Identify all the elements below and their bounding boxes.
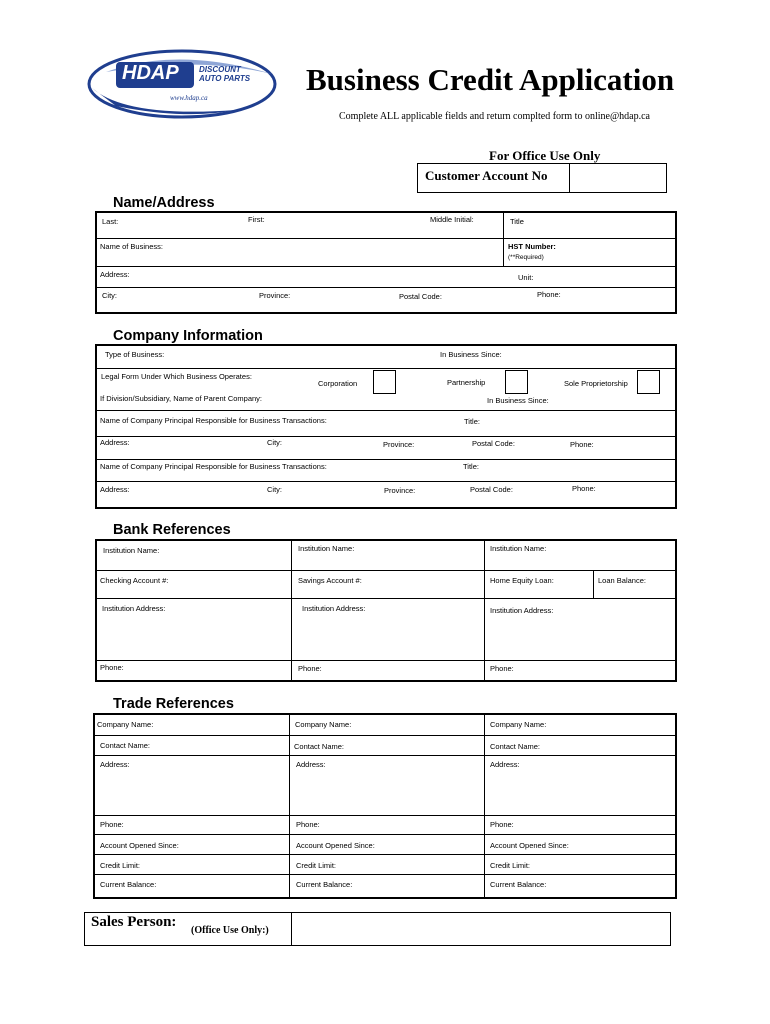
partnership-checkbox[interactable]	[505, 370, 528, 394]
company-address2-label: Address:	[100, 485, 130, 494]
business-name-field[interactable]	[97, 240, 501, 265]
trade-limit2-label: Credit Limit:	[296, 861, 337, 870]
trade-opened3-label: Account Opened Since:	[490, 841, 569, 850]
bank-inst1-label: Institution Name:	[103, 546, 160, 555]
company-province2-label: Province:	[384, 486, 416, 495]
legal-form-label: Legal Form Under Which Business Operates:	[101, 372, 252, 381]
company-phone2-label: Phone:	[572, 484, 596, 493]
company-logo	[86, 48, 278, 120]
company-city1-field[interactable]	[285, 437, 375, 458]
checking-account-label: Checking Account #:	[100, 576, 169, 585]
business-name-label: Name of Business:	[100, 242, 163, 251]
principal2-title-field[interactable]	[485, 460, 673, 480]
city-field[interactable]	[97, 288, 247, 312]
company-postal2-label: Postal Code:	[470, 485, 513, 494]
customer-account-input[interactable]	[571, 165, 665, 191]
logo-url: www.hdap.ca	[170, 94, 208, 102]
principal1-title-field[interactable]	[485, 412, 673, 434]
type-of-business-label: Type of Business:	[105, 350, 165, 359]
company-province1-label: Province:	[383, 440, 415, 449]
trade-address2-label: Address:	[296, 760, 326, 769]
company-postal1-label: Postal Code:	[472, 439, 515, 448]
corporation-checkbox[interactable]	[373, 370, 396, 394]
trade-address3-label: Address:	[490, 760, 520, 769]
sales-person-label: Sales Person:	[91, 914, 177, 930]
bank-addr2-label: Institution Address:	[302, 604, 366, 613]
phone-field[interactable]	[535, 288, 675, 312]
principal2-field[interactable]	[335, 460, 457, 480]
title-field[interactable]	[505, 213, 675, 237]
unit-label: Unit:	[518, 273, 534, 282]
company-city2-label: City:	[267, 485, 282, 494]
first-name-field[interactable]	[245, 213, 425, 237]
company-city1-label: City:	[267, 438, 282, 447]
trade-address1-field[interactable]	[95, 770, 287, 814]
bank-addr1-field[interactable]	[97, 615, 289, 659]
logo-line1: DISCOUNT	[199, 65, 241, 74]
middle-initial-label: Middle Initial:	[430, 215, 474, 224]
phone-label: Phone:	[537, 290, 561, 299]
parent-company-field[interactable]	[270, 392, 480, 408]
last-name-field[interactable]	[97, 213, 237, 237]
trade-company2-label: Company Name:	[295, 720, 352, 729]
principal1-field[interactable]	[335, 412, 457, 434]
postal-code-field[interactable]	[397, 288, 532, 312]
hst-required-note: (**Required)	[508, 254, 544, 261]
logo-line2: AUTO PARTS	[199, 74, 251, 83]
city-label: City:	[102, 291, 117, 300]
customer-account-label: Customer Account No	[425, 168, 548, 183]
bank-addr3-label: Institution Address:	[490, 606, 554, 615]
sole-proprietorship-label: Sole Proprietorship	[564, 379, 628, 388]
bank-inst3-label: Institution Name:	[490, 544, 547, 553]
trade-limit3-label: Credit Limit:	[490, 861, 531, 870]
trade-references-heading: Trade References	[113, 696, 234, 712]
bank-inst1-field[interactable]	[97, 556, 289, 569]
in-business-since-field[interactable]	[438, 346, 675, 367]
principal1-title-label: Title:	[464, 417, 480, 426]
postal-code-label: Postal Code:	[399, 292, 442, 301]
title-label: Title	[510, 217, 524, 226]
trade-company1-label: Company Name:	[97, 720, 154, 729]
office-use-heading: For Office Use Only	[489, 148, 601, 163]
unit-field[interactable]	[515, 267, 675, 286]
parent-company-label: If Division/Subsidiary, Name of Parent Company:	[100, 394, 263, 403]
partnership-label: Partnership	[447, 378, 486, 387]
trade-phone1-label: Phone:	[100, 820, 124, 829]
last-name-label: Last:	[102, 217, 119, 226]
savings-account-label: Savings Account #:	[298, 576, 362, 585]
sole-proprietorship-checkbox[interactable]	[637, 370, 660, 394]
sales-person-field[interactable]	[293, 914, 669, 944]
hst-number-label: HST Number:	[508, 242, 556, 251]
company-address1-field[interactable]	[130, 437, 260, 458]
loan-balance-label: Loan Balance:	[598, 576, 646, 585]
middle-initial-field[interactable]	[428, 213, 502, 237]
bank-addr2-field[interactable]	[293, 615, 482, 659]
sales-person-note: (Office Use Only:)	[191, 925, 269, 936]
bank-phone1-label: Phone:	[100, 663, 124, 672]
bank-references-heading: Bank References	[113, 522, 231, 538]
logo-swoosh-icon	[86, 48, 278, 120]
trade-contact3-label: Contact Name:	[490, 742, 541, 751]
parent-since-field[interactable]	[555, 392, 673, 408]
address-label: Address:	[100, 270, 130, 279]
trade-phone3-label: Phone:	[490, 820, 514, 829]
bank-inst2-field[interactable]	[293, 556, 482, 569]
address-field[interactable]	[97, 267, 507, 286]
in-business-since-label: In Business Since:	[440, 350, 502, 359]
corporation-label: Corporation	[318, 379, 358, 388]
trade-address1-label: Address:	[100, 760, 130, 769]
bank-phone3-label: Phone:	[490, 664, 514, 673]
trade-opened2-label: Account Opened Since:	[296, 841, 375, 850]
bank-addr1-label: Institution Address:	[102, 604, 166, 613]
page-title: Business Credit Application	[306, 62, 675, 97]
logo-brand: HDAP	[122, 62, 179, 84]
principal2-title-label: Title:	[463, 462, 479, 471]
province-field[interactable]	[257, 288, 392, 312]
page-subtitle: Complete ALL applicable fields and return complted form to online@hdap.ca	[339, 111, 650, 122]
trade-company3-label: Company Name:	[490, 720, 547, 729]
parent-since-label: In Business Since:	[487, 396, 549, 405]
bank-addr3-field[interactable]	[486, 615, 675, 659]
company-address1-label: Address:	[100, 438, 130, 447]
bank-phone2-label: Phone:	[298, 664, 322, 673]
trade-opened1-label: Account Opened Since:	[100, 841, 179, 850]
trade-balance1-label: Current Balance:	[100, 880, 157, 889]
home-equity-label: Home Equity Loan:	[490, 576, 554, 585]
trade-address3-field[interactable]	[486, 770, 675, 814]
province-label: Province:	[259, 291, 291, 300]
type-of-business-field[interactable]	[97, 346, 427, 367]
bank-inst2-label: Institution Name:	[298, 544, 355, 553]
trade-address2-field[interactable]	[291, 770, 482, 814]
trade-contact1-label: Contact Name:	[100, 741, 151, 750]
trade-limit1-label: Credit Limit:	[100, 861, 141, 870]
hst-number-field[interactable]	[505, 240, 675, 265]
bank-inst3-field[interactable]	[486, 556, 675, 569]
company-phone1-label: Phone:	[570, 440, 594, 449]
first-name-label: First:	[248, 215, 265, 224]
trade-balance2-label: Current Balance:	[296, 880, 353, 889]
trade-contact2-label: Contact Name:	[294, 742, 345, 751]
principal1-label: Name of Company Principal Responsible for Business Transactions:	[100, 416, 327, 425]
trade-phone2-label: Phone:	[296, 820, 320, 829]
name-address-heading: Name/Address	[113, 195, 215, 211]
company-info-heading: Company Information	[113, 328, 263, 344]
trade-balance3-label: Current Balance:	[490, 880, 547, 889]
principal2-label: Name of Company Principal Responsible for Business Transactions:	[100, 462, 327, 471]
